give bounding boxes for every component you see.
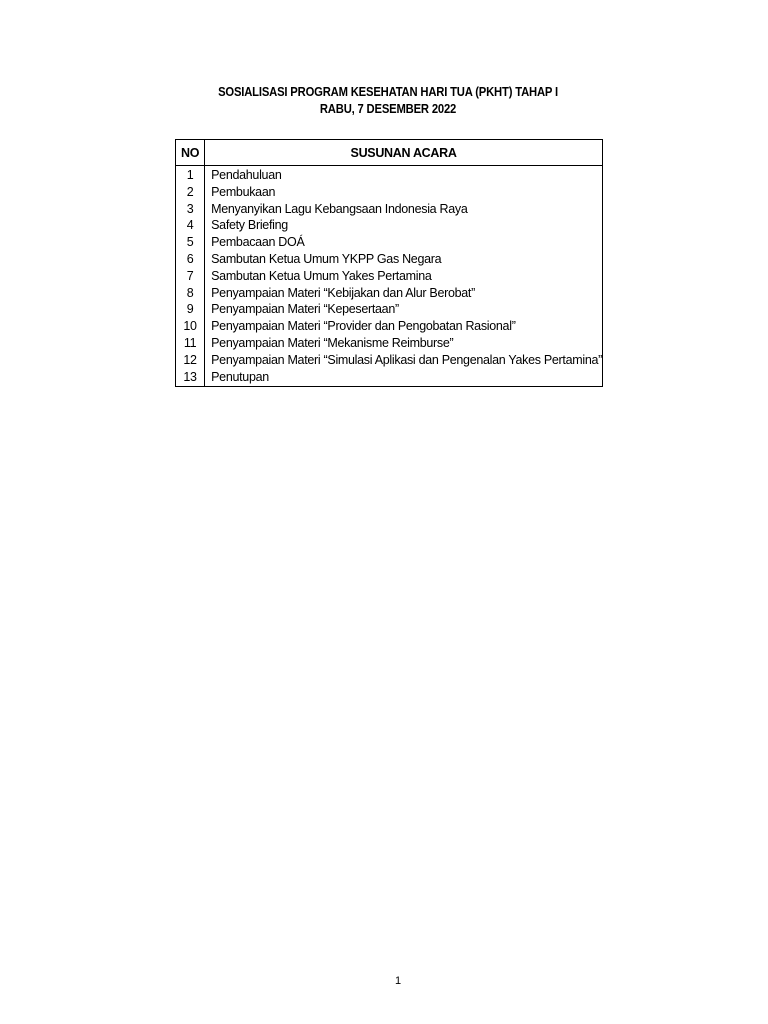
row-number: 10: [176, 318, 205, 335]
row-agenda-item: Pendahuluan: [205, 166, 603, 184]
agenda-table: [175, 139, 603, 387]
row-number: 5: [176, 234, 205, 251]
table-row: [176, 335, 603, 352]
table-row: [176, 201, 603, 218]
row-agenda-item: Menyanyikan Lagu Kebangsaan Indonesia Raya: [205, 201, 603, 218]
table-row: [176, 268, 603, 285]
row-number: 2: [176, 184, 205, 201]
table-row: [176, 217, 603, 234]
header-row: [176, 140, 603, 166]
table-row: [176, 166, 603, 184]
table-row: [176, 234, 603, 251]
table-row: [176, 318, 603, 335]
row-agenda-item: Pembukaan: [205, 184, 603, 201]
title-line-2: RABU, 7 DESEMBER 2022: [319, 102, 457, 116]
row-number: 3: [176, 201, 205, 218]
row-agenda-item: Safety Briefing: [205, 217, 603, 234]
row-agenda-item: Sambutan Ketua Umum YKPP Gas Negara: [205, 251, 603, 268]
table-row: [176, 301, 603, 318]
row-number: 4: [176, 217, 205, 234]
table-row: [176, 369, 603, 387]
row-agenda-item: Penyampaian Materi “Simulasi Aplikasi dan Pengenalan Yakes Pertamina”: [205, 352, 603, 369]
row-number: 11: [176, 335, 205, 352]
title-line-1: SOSIALISASI PROGRAM KESEHATAN HARI TUA (PKHT) TAHAP I: [218, 85, 558, 99]
table-row: [176, 184, 603, 201]
row-number: 9: [176, 301, 205, 318]
table-row: [176, 285, 603, 302]
row-agenda-item: Sambutan Ketua Umum Yakes Pertamina: [205, 268, 603, 285]
row-agenda-item: Penyampaian Materi “Mekanisme Reimburse”: [205, 335, 603, 352]
table-row: [176, 352, 603, 369]
header-agenda: SUSUNAN ACARA: [205, 140, 603, 166]
row-number: 8: [176, 285, 205, 302]
row-number: 6: [176, 251, 205, 268]
header-no: NO: [176, 140, 205, 166]
row-number: 12: [176, 352, 205, 369]
row-number: 13: [176, 369, 205, 387]
row-agenda-item: Penyampaian Materi “Kebijakan dan Alur Berobat”: [205, 285, 603, 302]
row-number: 7: [176, 268, 205, 285]
row-agenda-item: Pembacaan DOÁ: [205, 234, 603, 251]
row-agenda-item: Penyampaian Materi “Kepesertaan”: [205, 301, 603, 318]
agenda-table-header: [176, 140, 603, 166]
table-row: [176, 251, 603, 268]
page-number: 1: [394, 975, 402, 987]
document-title: [39, 84, 737, 118]
row-number: 1: [176, 166, 205, 184]
agenda-table-body: [176, 166, 603, 387]
row-agenda-item: Penyampaian Materi “Provider dan Pengobatan Rasional”: [205, 318, 603, 335]
row-agenda-item: Penutupan: [205, 369, 603, 387]
